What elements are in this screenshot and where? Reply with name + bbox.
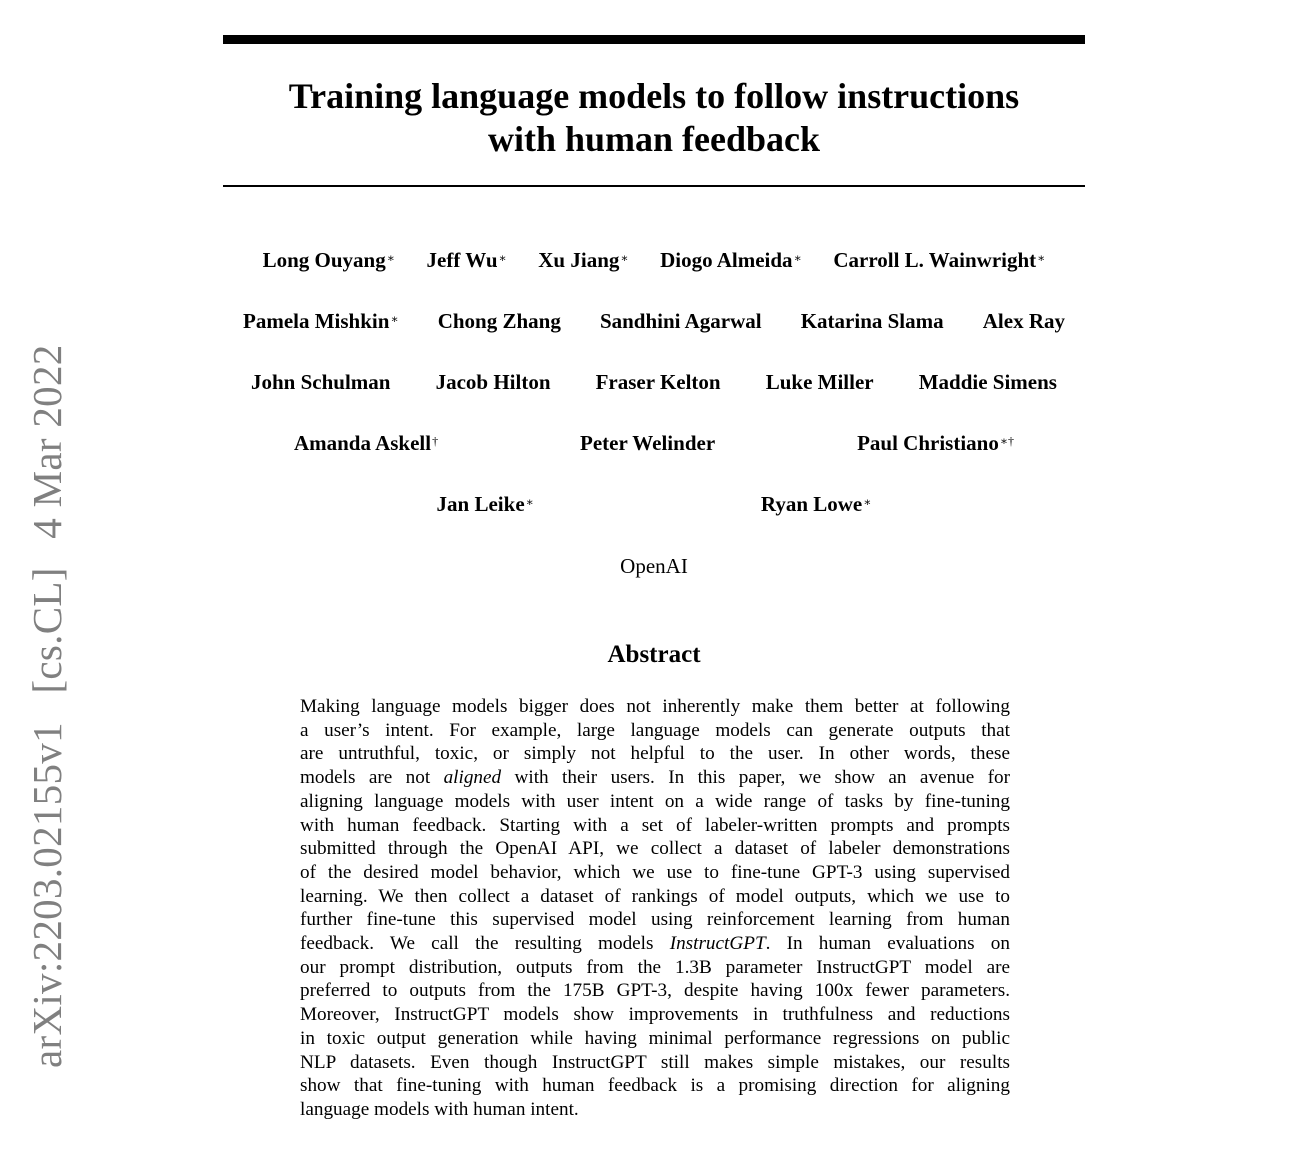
author-affiliation-mark: † (432, 434, 439, 448)
author-row-3 (223, 370, 1085, 394)
author-name: Peter Welinder (580, 431, 716, 455)
title-top-rule (223, 35, 1085, 44)
abstract-line: are untruthful, toxic, or simply not helpful to the user. In other words, these (300, 743, 1010, 765)
author-affiliation-mark: ∗ (793, 251, 802, 265)
abstract-line: submitted through the OpenAI API, we collect a dataset of labeler demonstrations (300, 838, 1010, 860)
title-bottom-rule (223, 185, 1085, 187)
arxiv-date: 4 Mar 2022 (24, 344, 70, 539)
author-name: Luke Miller (765, 370, 874, 394)
author-name: Chong Zhang (437, 309, 561, 333)
paper-title (223, 75, 1085, 161)
author-name: Sandhini Agarwal (599, 309, 762, 333)
abstract-line: in toxic output generation while having minimal performance regressions on public (300, 1027, 1010, 1049)
affiliation: OpenAI (620, 554, 688, 578)
abstract-body (300, 695, 1010, 1122)
abstract-line: learning. We then collect a dataset of rankings of model outputs, which we use to (300, 885, 1010, 907)
author-name: Jeff Wu∗ (426, 248, 507, 272)
abstract-line: further fine-tune this supervised model using reinforcement learning from human (300, 909, 1010, 931)
author-row-1 (223, 248, 1085, 272)
author-affiliation-mark: ∗ (863, 495, 872, 509)
author-affiliation-mark: ∗ (620, 251, 629, 265)
abstract-line: language models with human intent. (300, 1098, 579, 1120)
author-name: Carroll L. Wainwright∗ (833, 248, 1046, 272)
author-name: Amanda Askell† (293, 431, 439, 455)
author-name: Jan Leike∗ (436, 492, 534, 516)
abstract-line: a user’s intent. For example, large language models can generate outputs that (300, 719, 1010, 741)
abstract-line: NLP datasets. Even though InstructGPT still makes simple mistakes, our results (300, 1051, 1010, 1073)
abstract-heading: Abstract (607, 641, 701, 668)
author-row-5 (223, 492, 1085, 516)
abstract-line: aligning language models with user intent on a wide range of tasks by fine-tuning (300, 790, 1010, 812)
abstract-line: show that fine-tuning with human feedback is a promising direction for aligning (300, 1075, 1010, 1097)
abstract-line: Moreover, InstructGPT models show improvements in truthfulness and reductions (300, 1004, 1010, 1026)
abstract-emphasis: aligned (443, 767, 502, 789)
author-name: Diogo Almeida∗ (660, 248, 802, 272)
author-name: Ryan Lowe∗ (760, 492, 872, 516)
author-name: Alex Ray (982, 309, 1065, 333)
author-name: Pamela Mishkin∗ (243, 309, 399, 333)
author-affiliation-mark: ∗ (386, 251, 395, 265)
abstract-line: Making language models bigger does not inherently make them better at following (300, 696, 1010, 717)
author-row-2 (223, 309, 1085, 333)
author-affiliation-mark: ∗ (1037, 251, 1046, 265)
author-name: Fraser Kelton (595, 370, 721, 394)
abstract-line: preferred to outputs from the 175B GPT-3, despite having 100x fewer parameters. (300, 980, 1010, 1002)
author-affiliation-mark: ∗ (498, 251, 507, 265)
author-name: John Schulman (251, 370, 391, 394)
arxiv-id: arXiv:2203.02155v1 (24, 722, 70, 1068)
author-name: Katarina Slama (800, 309, 944, 333)
abstract-line: feedback. We call the resulting models InstructGPT. In human evaluations on (300, 933, 1010, 955)
abstract-emphasis: InstructGPT (669, 933, 766, 955)
author-affiliation-mark: ∗ (525, 495, 534, 509)
title-line-1: Training language models to follow instructions (288, 76, 1020, 116)
abstract-line: with human feedback. Starting with a set of labeler-written prompts and prompts (300, 814, 1010, 836)
title-line-2: with human feedback (487, 119, 821, 159)
arxiv-stamp (24, 326, 70, 1068)
abstract-line: our prompt distribution, outputs from the 1.3B parameter InstructGPT model are (300, 956, 1010, 978)
abstract-line: of the desired model behavior, which we use to fine-tune GPT-3 using supervised (300, 861, 1010, 883)
author-affiliation-mark: ∗† (999, 434, 1015, 448)
author-row-4 (223, 431, 1085, 455)
author-affiliation-mark: ∗ (390, 312, 399, 326)
author-name: Xu Jiang∗ (538, 248, 629, 272)
author-name: Maddie Simens (918, 370, 1057, 394)
author-name: Long Ouyang∗ (262, 248, 395, 272)
author-name: Jacob Hilton (435, 370, 551, 394)
author-name: Paul Christiano∗† (857, 431, 1015, 455)
abstract-line: models are not aligned with their users. In this paper, we show an avenue for (300, 767, 1011, 789)
arxiv-category: [cs.CL] (24, 567, 70, 694)
